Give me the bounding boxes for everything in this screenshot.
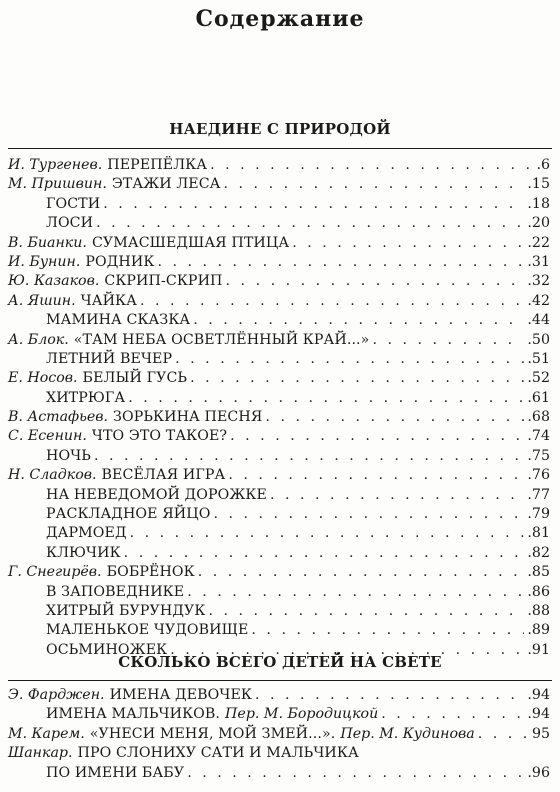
toc-page-number: .86 — [527, 583, 550, 600]
toc-dot-leader — [251, 622, 524, 638]
toc-page-number: .61 — [527, 389, 550, 406]
toc-dot-leader — [187, 765, 524, 781]
toc-page-number: .88 — [527, 602, 550, 619]
toc-page-number: .81 — [527, 525, 550, 542]
toc-page-number: .79 — [527, 506, 550, 523]
toc-dot-leader — [94, 448, 524, 464]
toc-title: ПЕРЕПЁЛКА — [107, 157, 208, 173]
toc-title: БОБРЁНОК — [106, 564, 195, 581]
toc-entry[interactable] — [8, 254, 550, 273]
toc-title: ХИТРЫЙ БУРУНДУК — [46, 602, 206, 619]
toc-dot-leader — [224, 176, 525, 192]
toc-dot-leader — [157, 254, 524, 270]
toc-entry[interactable] — [8, 545, 550, 564]
toc-page-number: .94 — [527, 706, 550, 723]
section-title-nature: НАЕДИНЕ С ПРИРОДОЙ — [169, 120, 391, 138]
toc-page-number: .18 — [527, 195, 550, 212]
toc-entry[interactable] — [8, 293, 550, 312]
toc-dot-leader — [190, 370, 524, 386]
toc-list-nature — [8, 157, 550, 661]
toc-dot-leader — [198, 564, 525, 580]
toc-list-children — [8, 687, 550, 784]
toc-title: МАМИНА СКАЗКА — [46, 312, 191, 329]
toc-entry[interactable] — [8, 273, 550, 292]
toc-author: В. Астафьев. — [8, 409, 109, 426]
section-divider — [8, 148, 552, 149]
toc-title: ЧАЙКА — [80, 292, 137, 309]
toc-translator: Пер. М. Кудинова — [340, 725, 475, 742]
toc-title: «ТАМ НЕБА ОСВЕТЛЁННЫЙ КРАЙ...» — [73, 331, 370, 348]
toc-title: СКРИП-СКРИП — [104, 273, 223, 290]
toc-title: НОЧЬ — [46, 447, 91, 464]
toc-dot-leader — [193, 312, 524, 328]
section-title-children: СКОЛЬКО ВСЕГО ДЕТЕЙ НА СВЕТЕ — [118, 653, 442, 671]
toc-page-number: .82 — [527, 544, 550, 561]
toc-entry[interactable] — [8, 215, 550, 234]
toc-dot-leader — [128, 390, 524, 406]
toc-entry[interactable] — [8, 176, 550, 195]
page-title: Содержание — [195, 6, 365, 32]
toc-author: А. Блок. — [8, 331, 69, 348]
toc-entry[interactable] — [8, 467, 550, 486]
toc-entry[interactable] — [8, 603, 550, 622]
toc-title: ИМЕНА ДЕВОЧЕК — [109, 687, 252, 703]
toc-page-number: .85 — [527, 564, 550, 581]
toc-page-number: .89 — [527, 622, 550, 639]
toc-author: Э. Фарджен. — [8, 687, 105, 703]
toc-dot-leader — [372, 332, 524, 348]
toc-translator: Пер. М. Бородицкой — [225, 706, 379, 723]
toc-dot-leader — [210, 157, 529, 173]
toc-title: КЛЮЧИК — [46, 544, 121, 561]
toc-page-number: .52 — [527, 370, 550, 387]
toc-entry[interactable] — [8, 726, 550, 745]
section-divider — [8, 680, 552, 681]
toc-dot-leader — [255, 687, 524, 703]
toc-entry[interactable] — [8, 564, 550, 583]
toc-dot-leader — [213, 506, 524, 522]
toc-author: С. Есенин. — [8, 428, 87, 445]
toc-page-number: .22 — [527, 234, 550, 251]
toc-title: «УНЕСИ МЕНЯ, МОЙ ЗМЕЙ...». — [89, 725, 336, 742]
toc-entry[interactable] — [8, 351, 550, 370]
toc-page-number: .20 — [527, 215, 550, 232]
toc-entry[interactable] — [8, 622, 550, 641]
toc-dot-leader — [292, 235, 524, 251]
toc-dot-leader — [140, 293, 524, 309]
toc-author: В. Бианки. — [8, 234, 87, 251]
toc-entry[interactable] — [8, 370, 550, 389]
toc-title: ЛЕТНИЙ ВЕЧЕР — [46, 350, 173, 367]
toc-author: Н. Сладков. — [8, 467, 97, 484]
toc-entry[interactable] — [8, 332, 550, 351]
toc-title: ГОСТИ — [46, 195, 101, 212]
toc-dot-leader — [103, 196, 524, 212]
toc-entry[interactable] — [8, 687, 550, 706]
toc-entry[interactable] — [8, 745, 550, 764]
toc-title: ЧТО ЭТО ТАКОЕ? — [91, 428, 228, 445]
toc-dot-leader — [230, 428, 524, 444]
toc-page-number: 95 — [531, 725, 550, 742]
toc-title: ПО ИМЕНИ БАБУ — [46, 764, 185, 781]
toc-dot-leader — [381, 706, 524, 722]
toc-dot-leader — [265, 409, 524, 425]
toc-dot-leader — [226, 273, 525, 289]
toc-page-number: .91 — [527, 641, 550, 658]
toc-author: М. Карем. — [8, 725, 85, 742]
toc-entry[interactable] — [8, 506, 550, 525]
toc-dot-leader — [270, 487, 524, 503]
toc-title: ВЕСЁЛАЯ ИГРА — [101, 467, 226, 484]
toc-page-number: .32 — [527, 273, 550, 290]
toc-author: И. Тургенев. — [8, 157, 103, 173]
toc-page-number: .96 — [527, 764, 550, 781]
toc-page-number: .74 — [527, 428, 550, 445]
toc-dot-leader — [96, 215, 524, 231]
toc-title: МАЛЕНЬКОЕ ЧУДОВИЩЕ — [46, 622, 249, 639]
toc-dot-leader — [478, 726, 529, 742]
toc-page-number: .42 — [527, 292, 550, 309]
toc-page-number: .77 — [527, 486, 550, 503]
toc-author: Ю. Казаков. — [8, 273, 100, 290]
toc-entry[interactable] — [8, 765, 550, 784]
toc-entry[interactable] — [8, 196, 550, 215]
toc-author: Шанкар. — [8, 745, 73, 762]
toc-entry[interactable] — [8, 448, 550, 467]
toc-entry[interactable] — [8, 157, 550, 176]
toc-dot-leader — [228, 467, 524, 483]
toc-dot-leader — [175, 351, 524, 367]
toc-page-number: .15 — [527, 176, 550, 193]
toc-entry[interactable] — [8, 706, 550, 725]
toc-title: СУМАСШЕДШАЯ ПТИЦА — [91, 234, 290, 251]
toc-title: РОДНИК — [85, 253, 155, 270]
toc-author: А. Яшин. — [8, 292, 76, 309]
toc-title: ОСЬМИНОЖЕК — [46, 641, 168, 658]
toc-author: Е. Носов. — [8, 370, 78, 387]
toc-entry[interactable] — [8, 409, 550, 428]
toc-entry[interactable] — [8, 312, 550, 331]
toc-title: БЕЛЫЙ ГУСЬ — [82, 370, 188, 387]
toc-title: ИМЕНА МАЛЬЧИКОВ. — [46, 706, 221, 723]
toc-entry[interactable] — [8, 235, 550, 254]
toc-page-number: .31 — [527, 253, 550, 270]
toc-author: Г. Снегирёв. — [8, 564, 102, 581]
toc-title: ХИТРЮГА — [46, 389, 126, 406]
toc-title: РАСКЛАДНОЕ ЯЙЦО — [46, 506, 211, 523]
toc-entry[interactable] — [8, 584, 550, 603]
toc-dot-leader — [130, 525, 525, 541]
toc-entry[interactable] — [8, 525, 550, 544]
toc-page-number: .68 — [527, 409, 550, 426]
toc-page-number: .94 — [527, 687, 550, 703]
toc-title: ДАРМОЕД — [46, 525, 127, 542]
toc-author: И. Бунин. — [8, 253, 81, 270]
toc-title: НА НЕВЕДОМОЙ ДОРОЖКЕ — [46, 486, 267, 503]
toc-title: ЗОРЬКИНА ПЕСНЯ — [113, 409, 263, 426]
toc-page-number: .50 — [527, 331, 550, 348]
toc-dot-leader — [208, 603, 524, 619]
toc-page-number: .76 — [527, 467, 550, 484]
toc-title: ЭТАЖИ ЛЕСА — [111, 176, 221, 193]
toc-page-number: .6 — [536, 157, 550, 173]
toc-title: ЛОСИ — [46, 215, 94, 232]
toc-dot-leader — [124, 545, 525, 561]
toc-page-number: .75 — [527, 447, 550, 464]
toc-title: В ЗАПОВЕДНИКЕ — [46, 583, 185, 600]
toc-entry[interactable] — [8, 428, 550, 447]
toc-page-number: .51 — [527, 350, 550, 367]
toc-dot-leader — [187, 584, 524, 600]
toc-author: М. Пришвин. — [8, 176, 107, 193]
toc-entry[interactable] — [8, 390, 550, 409]
toc-entry[interactable] — [8, 487, 550, 506]
toc-page-number: .44 — [527, 312, 550, 329]
toc-title: ПРО СЛОНИХУ САТИ И МАЛЬЧИКА — [77, 745, 359, 762]
